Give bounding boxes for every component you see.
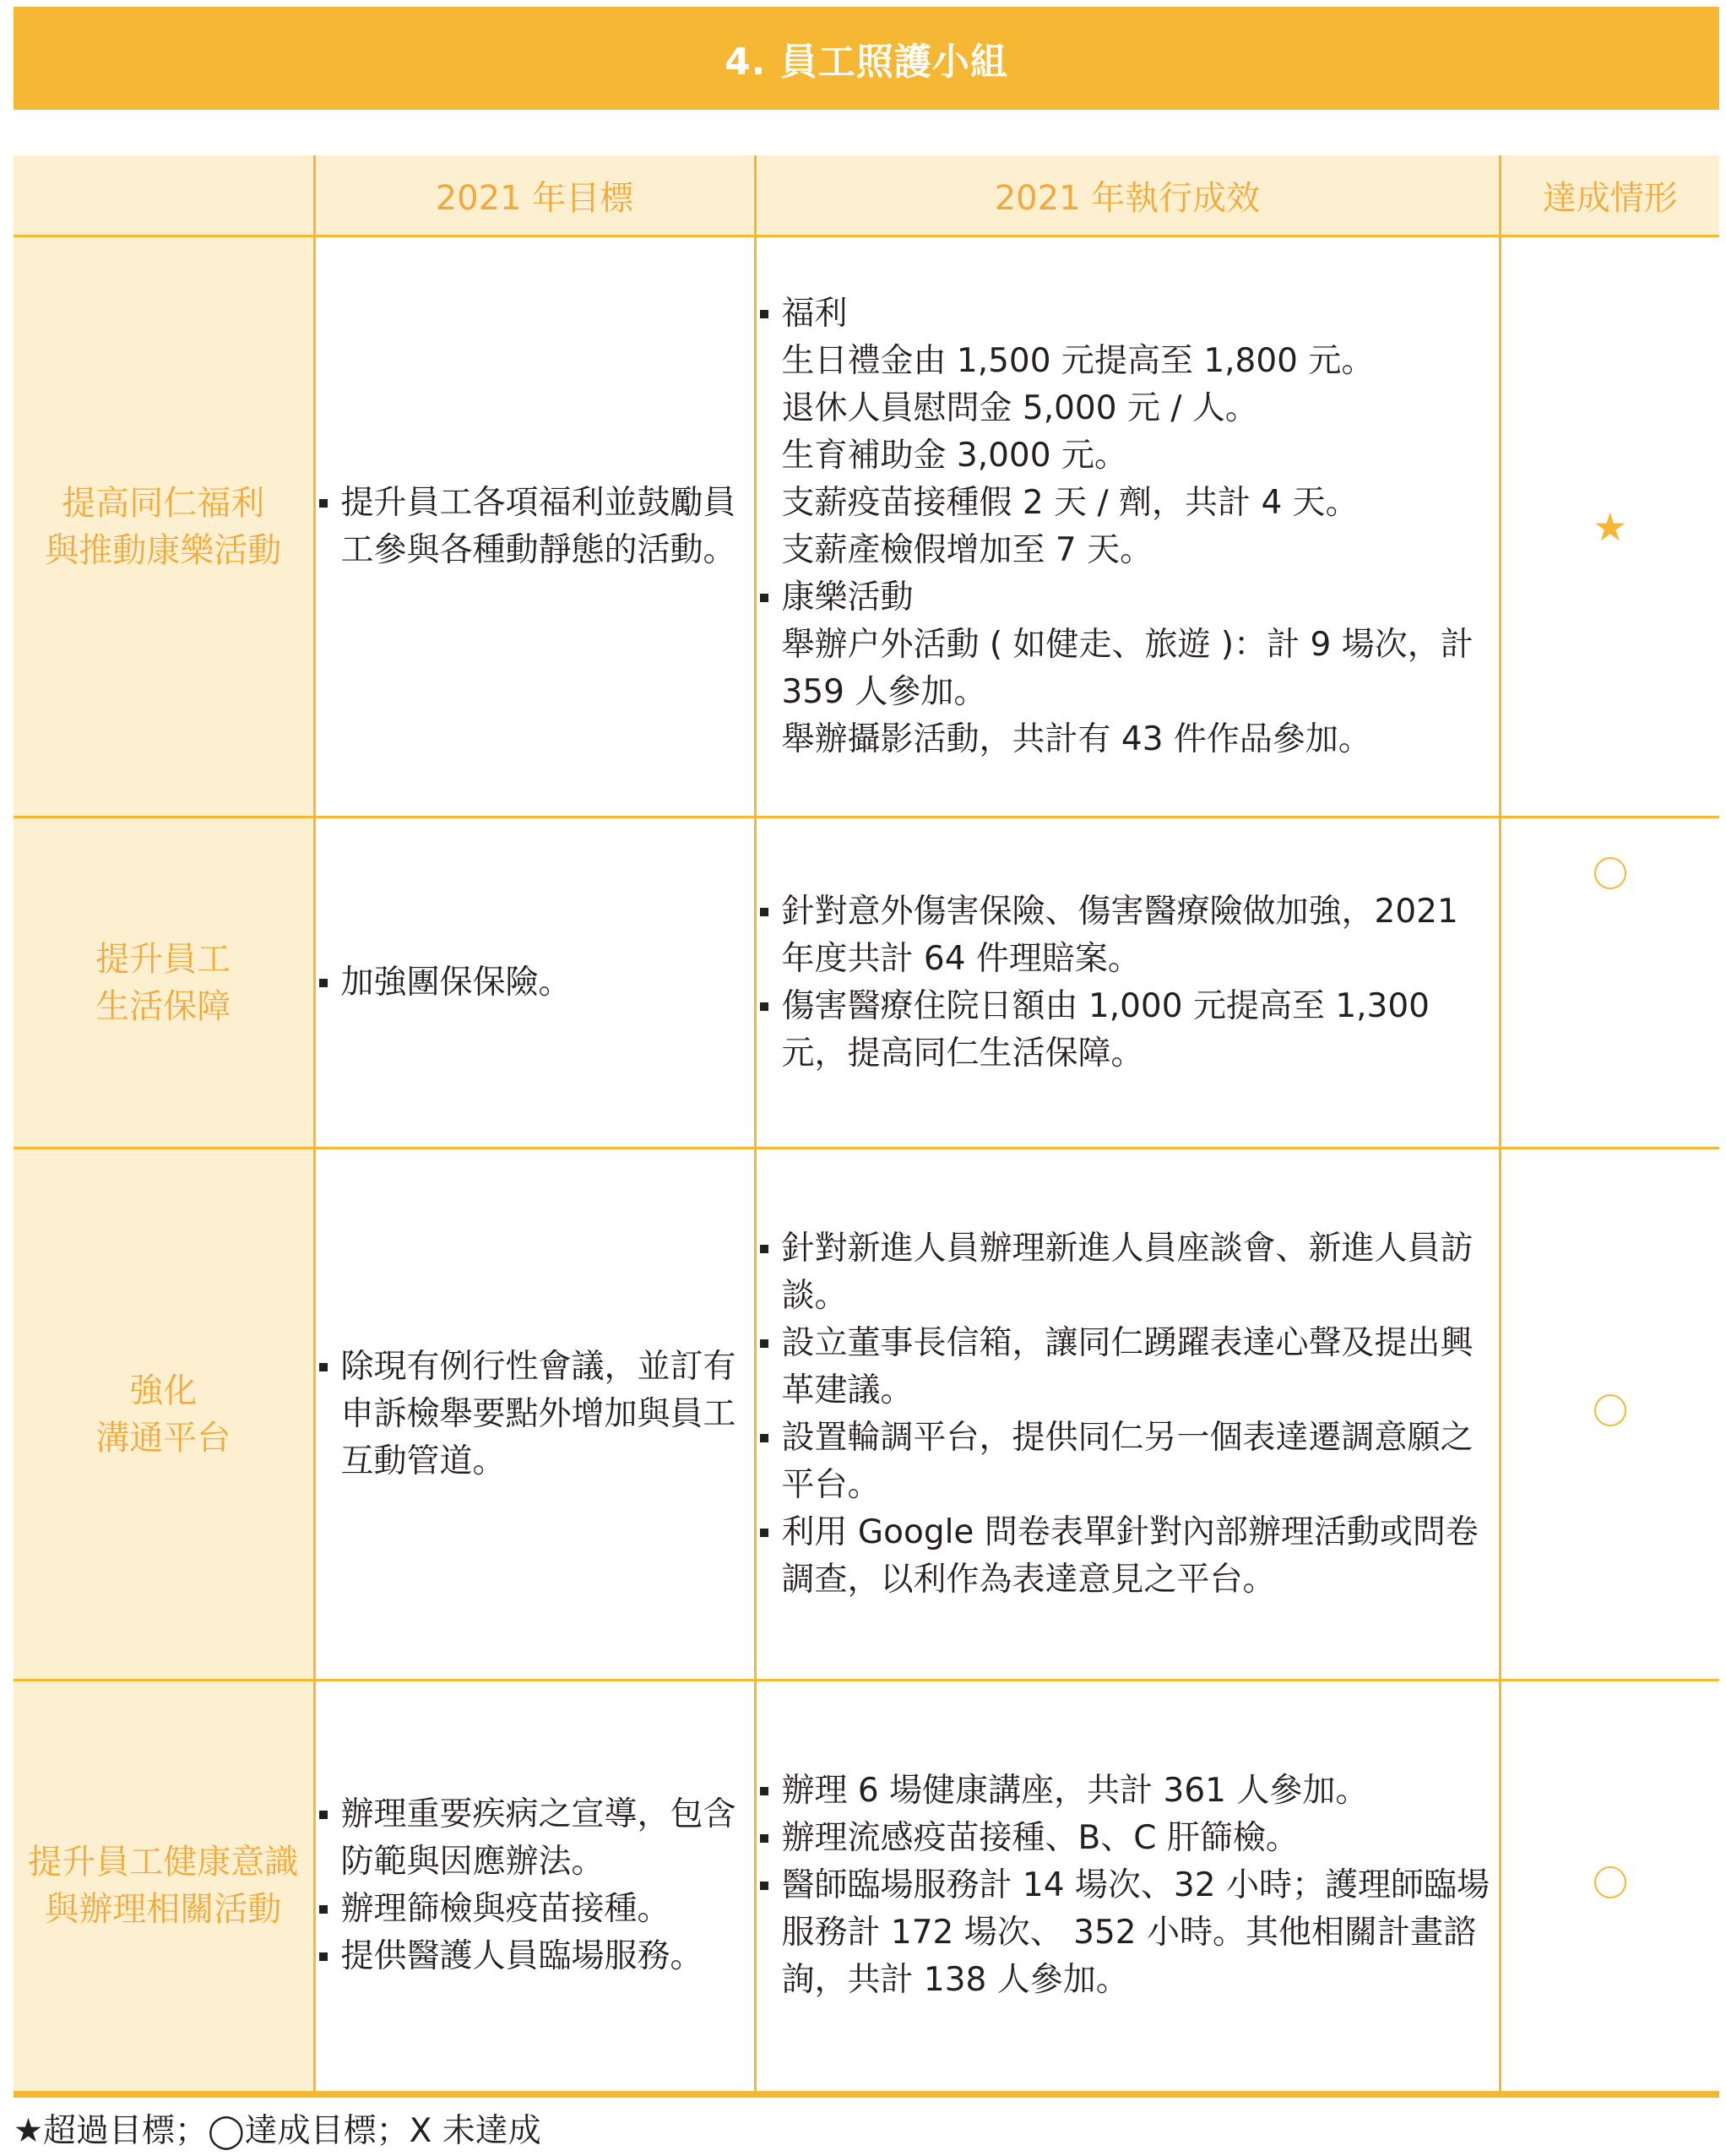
- category-line: 溝通平台: [95, 1418, 231, 1458]
- result-item: 針對意外傷害保險、傷害醫療險做加強，2021 年度共計 64 件理賠案。: [757, 888, 1499, 983]
- row-status: [1500, 1681, 1719, 2094]
- goals-table: [14, 155, 1719, 2098]
- result-heading-welfare: 福利: [757, 291, 1499, 338]
- circle-icon: [1594, 857, 1626, 889]
- row-category: [14, 1149, 314, 1681]
- goal-list: [316, 1791, 754, 1980]
- header-corner: [14, 155, 314, 236]
- header-result: 2021 年執行成效: [755, 155, 1500, 236]
- result-list: [757, 888, 1499, 1078]
- legend-footnote: ★超過目標；◯達成目標；X 未達成: [14, 2112, 541, 2150]
- result-item: 辦理 6 場健康講座，共計 361 人參加。: [757, 1768, 1499, 1815]
- result-item: 辦理流感疫苗接種、B、C 肝篩檢。: [757, 1815, 1499, 1862]
- goal-list: [316, 959, 754, 1007]
- goal-list: [316, 480, 754, 574]
- category-line: 提高同仁福利: [62, 483, 265, 523]
- header-goal: 2021 年目標: [314, 155, 755, 236]
- section-title: 4. 員工照護小組: [14, 7, 1719, 110]
- category-line: 提升員工健康意識: [28, 1843, 299, 1882]
- row-goal: [314, 236, 755, 817]
- result-item: 針對新進人員辦理新進人員座談會、新進人員訪談。: [757, 1225, 1499, 1320]
- row-status: [1500, 1149, 1719, 1681]
- welfare-item: 生育補助金 3,000 元。: [781, 436, 1127, 475]
- table-header-row: [14, 155, 1719, 236]
- result-item: 利用 Google 問卷表單針對內部辦理活動或問卷調查，以利作為表達意見之平台。: [757, 1509, 1499, 1604]
- goal-item: 除現有例行性會議，並訂有申訴檢舉要點外增加與員工互動管道。: [316, 1344, 754, 1485]
- category-line: 與辦理相關活動: [45, 1890, 282, 1930]
- row-goal: [314, 1149, 755, 1681]
- row-category: [14, 817, 314, 1149]
- circle-icon: [1594, 1866, 1626, 1898]
- result-list: [757, 1225, 1499, 1604]
- header-status: 達成情形: [1500, 155, 1719, 236]
- result-item: 醫師臨場服務計 14 場次、32 小時；護理師臨場服務計 172 場次、 352 小時。其他相關計畫諮詢，共計 138 人參加。: [757, 1862, 1499, 2004]
- table-row: [14, 1149, 1719, 1681]
- result-list: [757, 1768, 1499, 2004]
- table-row: [14, 817, 1719, 1149]
- goal-item: 辦理篩檢與疫苗接種。: [316, 1886, 754, 1933]
- row-result: [755, 817, 1500, 1149]
- row-result: [755, 1149, 1500, 1681]
- category-line: 生活保障: [95, 986, 231, 1026]
- welfare-item: 支薪疫苗接種假 2 天 / 劑，共計 4 天。: [781, 483, 1359, 522]
- category-line: 提升員工: [95, 939, 231, 979]
- category-line: 強化: [129, 1371, 198, 1410]
- goal-item: 提升員工各項福利並鼓勵員工參與各種動靜態的活動。: [316, 480, 754, 574]
- welfare-item: 生日禮金由 1,500 元提高至 1,800 元。: [781, 341, 1375, 380]
- welfare-item: 退休人員慰問金 5,000 元 / 人。: [781, 388, 1258, 427]
- goal-item: 提供醫護人員臨場服務。: [316, 1933, 754, 1980]
- circle-icon: [1594, 1394, 1626, 1426]
- row-status: [1500, 236, 1719, 817]
- goal-list: [316, 1344, 754, 1485]
- result-list: [757, 291, 1499, 338]
- row-result: [755, 1681, 1500, 2094]
- row-goal: [314, 817, 755, 1149]
- result-heading-recreation: 康樂活動: [757, 574, 1499, 622]
- row-result: [755, 236, 1500, 817]
- goal-item: 加強團保保險。: [316, 959, 754, 1007]
- recreation-item: 舉辦户外活動 ( 如健走、旅遊 )：計 9 場次，計 359 人參加。: [781, 625, 1474, 711]
- table-row: [14, 1681, 1719, 2094]
- welfare-item: 支薪產檢假增加至 7 天。: [781, 530, 1153, 569]
- table-row: [14, 236, 1719, 817]
- result-item: 設置輪調平台，提供同仁另一個表達遷調意願之平台。: [757, 1415, 1499, 1509]
- result-list: [757, 574, 1499, 622]
- result-item: 設立董事長信箱，讓同仁踴躍表達心聲及提出興革建議。: [757, 1320, 1499, 1415]
- row-category: [14, 1681, 314, 2094]
- row-status: [1500, 817, 1719, 1149]
- row-category: [14, 236, 314, 817]
- star-icon: ★: [1593, 503, 1628, 550]
- result-item: 傷害醫療住院日額由 1,000 元提高至 1,300 元，提高同仁生活保障。: [757, 983, 1499, 1078]
- row-goal: [314, 1681, 755, 2094]
- recreation-item: 舉辦攝影活動，共計有 43 件作品參加。: [781, 720, 1371, 758]
- goal-item: 辦理重要疾病之宣導，包含防範與因應辦法。: [316, 1791, 754, 1886]
- category-line: 與推動康樂活動: [45, 530, 282, 570]
